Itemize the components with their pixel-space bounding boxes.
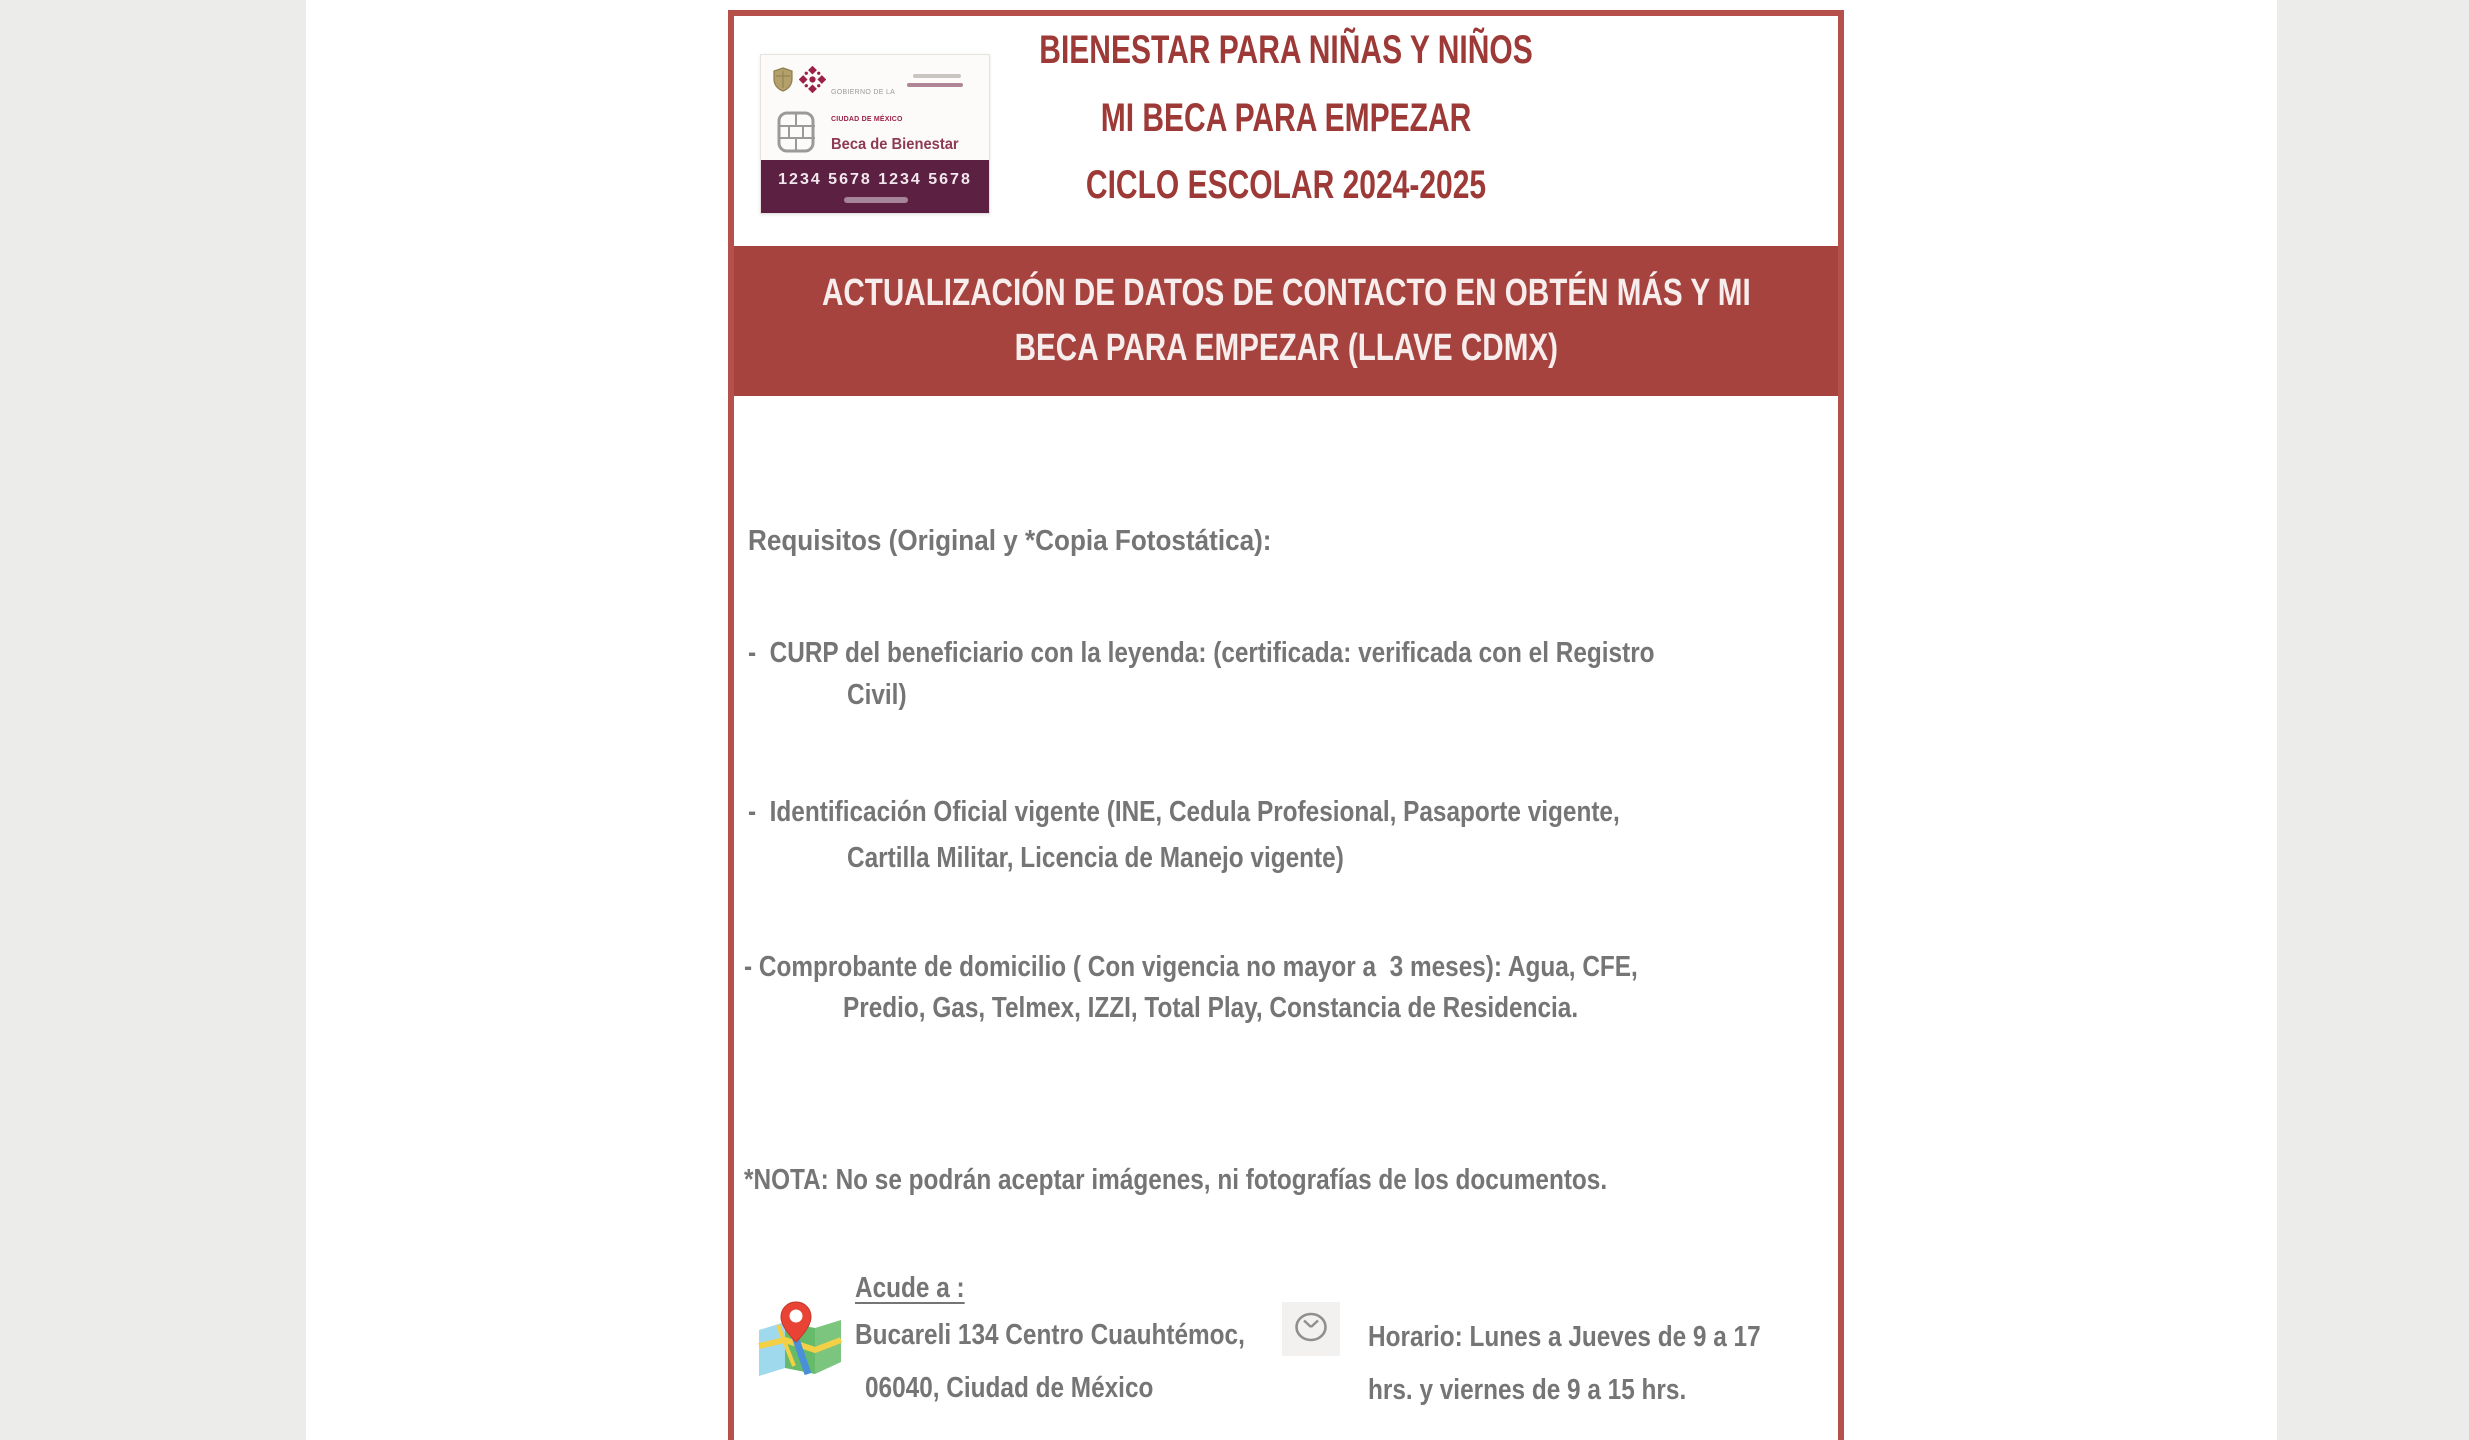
card-program-line-1: Beca de Bienestar <box>831 136 959 153</box>
address-line-1: Bucareli 134 Centro Cuauhtémoc, <box>855 1319 1245 1351</box>
requirement-curp-line-1: - CURP del beneficiario con la leyenda: (certificada: verificada con el Registro <box>748 637 1655 669</box>
map-location-icon <box>756 1300 844 1381</box>
requisitos-heading: Requisitos (Original y *Copia Fotostática): <box>748 525 1272 557</box>
acude-a-label: Acude a : <box>855 1272 965 1304</box>
viewer-gray-strip-left <box>0 0 306 1440</box>
clock-icon-box <box>1282 1302 1340 1356</box>
cdmx-shield-icon <box>773 67 793 97</box>
address-line-2: 06040, Ciudad de México <box>865 1372 1154 1404</box>
banner-line-1: ACTUALIZACIÓN DE DATOS DE CONTACTO EN OBTÉN MÁS Y MI <box>821 272 1751 314</box>
schedule-line-2: hrs. y viernes de 9 a 15 hrs. <box>1368 1374 1687 1406</box>
requirement-domicilio-line-2: Predio, Gas, Telmex, IZZI, Total Play, Constancia de Residencia. <box>843 992 1579 1024</box>
document-page <box>728 10 1844 1440</box>
card-chip-icon <box>777 111 815 158</box>
card-topright-text-blur-1 <box>913 74 961 78</box>
card-number: 1234 5678 1234 5678 <box>778 171 972 188</box>
requirement-curp-line-2: Civil) <box>847 679 907 711</box>
doc-title-line-2: MI BECA PARA EMPEZAR <box>1100 96 1472 140</box>
card-number-band <box>761 160 989 213</box>
card-topright-text-blur-2 <box>907 83 963 87</box>
requirement-id-line-2: Cartilla Militar, Licencia de Manejo vigente) <box>847 842 1344 874</box>
card-number-subtext-blur <box>844 197 908 203</box>
doc-title-line-1: BIENESTAR PARA NIÑAS Y NIÑOS <box>1039 28 1533 72</box>
doc-title-line-3: CICLO ESCOLAR 2024-2025 <box>1085 163 1487 207</box>
update-banner <box>734 246 1838 396</box>
banner-line-2: BECA PARA EMPEZAR (LLAVE CDMX) <box>1014 327 1558 369</box>
requirement-domicilio-line-1: - Comprobante de domicilio ( Con vigencia no mayor a 3 meses): Agua, CFE, <box>744 951 1638 983</box>
requirement-id-line-1: - Identificación Oficial vigente (INE, Cedula Profesional, Pasaporte vigente, <box>748 796 1620 828</box>
nota-text: *NOTA: No se podrán aceptar imágenes, ni fotografías de los documentos. <box>744 1164 1608 1196</box>
clock-icon <box>1293 1310 1329 1349</box>
beca-card-image <box>760 54 990 214</box>
schedule-line-1: Horario: Lunes a Jueves de 9 a 17 <box>1368 1321 1761 1353</box>
card-issuer-line-2: CIUDAD DE MÉXICO <box>831 116 903 123</box>
card-issuer-line-1: GOBIERNO DE LA <box>831 89 896 96</box>
cdmx-flower-icon <box>799 66 826 98</box>
viewer-gray-strip-right <box>2277 0 2469 1440</box>
